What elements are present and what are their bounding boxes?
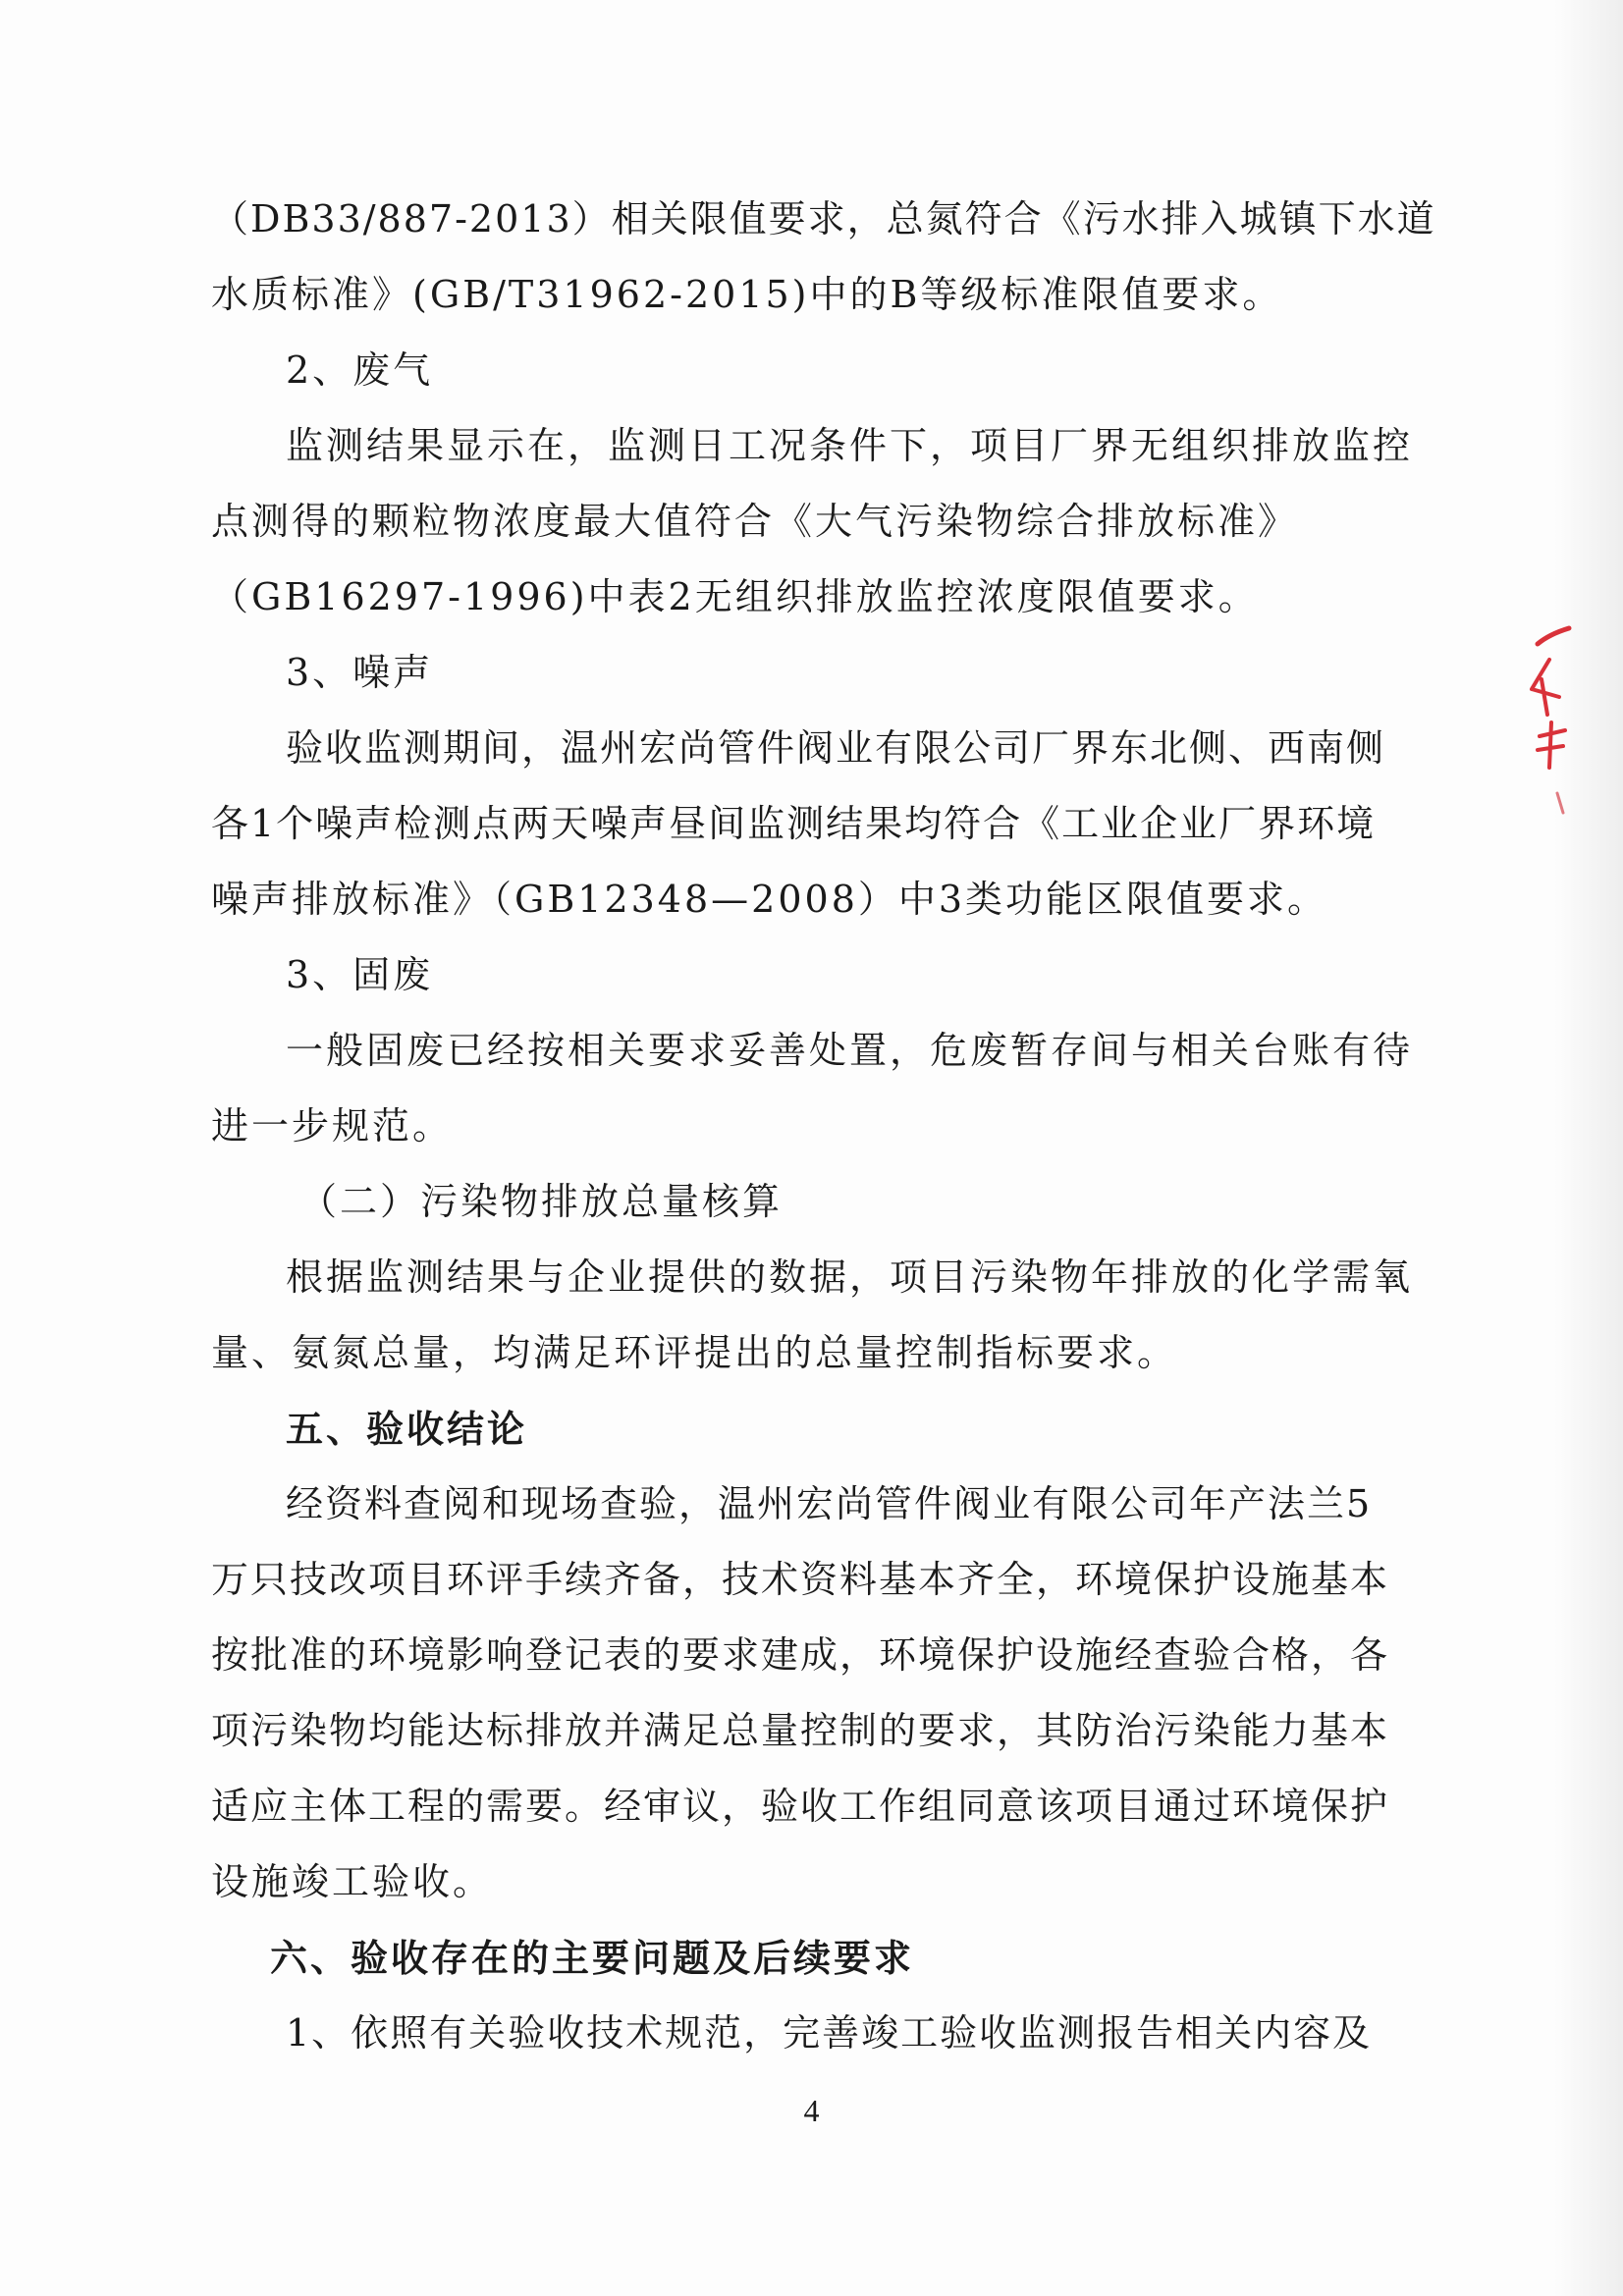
text-line-conclusion-6: 设施竣工验收。 xyxy=(211,1860,494,1903)
seal-stamp-fragment-icon xyxy=(1520,620,1579,827)
text-line-emission-total: 量、氨氮总量，均满足环评提出的总量控制指标要求。 xyxy=(211,1331,1178,1374)
text-line-standard-db33: （DB33/887-2013）相关限值要求，总氮符合《污水排入城镇下水道 xyxy=(211,197,1436,240)
text-line-conclusion-1: 经资料查阅和现场查验，温州宏尚管件阀业有限公司年产法兰5 xyxy=(286,1482,1373,1525)
document-body xyxy=(211,182,1436,2071)
text-line-water-quality: 水质标准》(GB/T31962-2015)中的B等级标准限值要求。 xyxy=(211,273,1283,316)
section-heading-total-emission: （二）污染物排放总量核算 xyxy=(299,1180,784,1223)
page-number: 4 xyxy=(803,2093,820,2128)
section-heading-solid-waste: 3、固废 xyxy=(286,953,434,996)
text-line-conclusion-4: 项污染物均能达标排放并满足总量控制的要求，其防治污染能力基本 xyxy=(211,1709,1390,1752)
text-line-issue-1: 1、依照有关验收技术规范，完善竣工验收监测报告相关内容及 xyxy=(286,2011,1373,2055)
text-line-further-standardize: 进一步规范。 xyxy=(211,1104,454,1148)
text-line-conclusion-5: 适应主体工程的需要。经审议，验收工作组同意该项目通过环境保护 xyxy=(211,1785,1390,1828)
text-line-noise-standard: 噪声排放标准》（GB12348—2008）中3类功能区限值要求。 xyxy=(211,878,1328,921)
section-heading-issues: 六、验收存在的主要问题及后续要求 xyxy=(270,1936,915,1980)
section-heading-noise: 3、噪声 xyxy=(286,651,434,694)
scan-shadow xyxy=(1554,0,1623,2296)
text-line-emission-data: 根据监测结果与企业提供的数据，项目污染物年排放的化学需氧 xyxy=(286,1255,1414,1299)
text-line-gb16297: （GB16297-1996)中表2无组织排放监控浓度限值要求。 xyxy=(211,575,1259,618)
text-line-conclusion-3: 按批准的环境影响登记表的要求建成，环境保护设施经查验合格，各 xyxy=(211,1633,1390,1677)
text-line-noise-points: 各1个噪声检测点两天噪声昼间监测结果均符合《工业企业厂界环境 xyxy=(211,802,1377,845)
text-line-monitoring-result: 监测结果显示在，监测日工况条件下，项目厂界无组织排放监控 xyxy=(286,424,1414,467)
text-line-solid-waste: 一般固废已经按相关要求妥善处置，危废暂存间与相关台账有待 xyxy=(286,1029,1414,1072)
section-heading-waste-gas: 2、废气 xyxy=(286,348,434,392)
text-line-noise-period: 验收监测期间，温州宏尚管件阀业有限公司厂界东北侧、西南侧 xyxy=(286,726,1386,770)
text-line-conclusion-2: 万只技改项目环评手续齐备，技术资料基本齐全，环境保护设施基本 xyxy=(211,1558,1390,1601)
section-heading-conclusion: 五、验收结论 xyxy=(286,1407,528,1451)
text-line-particulate: 点测得的颗粒物浓度最大值符合《大气污染物综合排放标准》 xyxy=(211,500,1299,543)
